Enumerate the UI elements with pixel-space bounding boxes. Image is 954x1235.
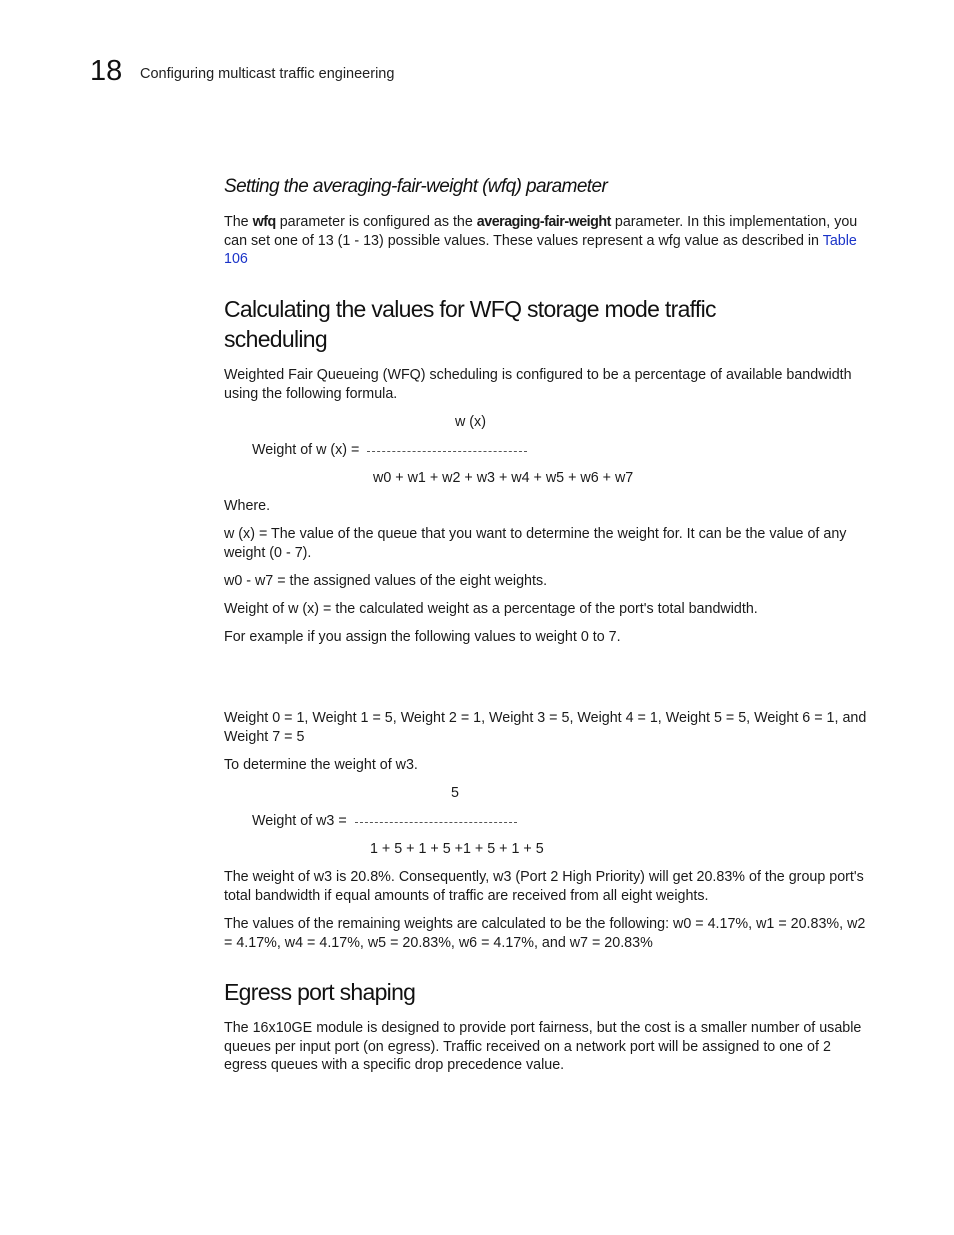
table-106-link[interactable]: Table 106 [224,232,857,267]
remaining-weights-paragraph: The values of the remaining weights are calculated to be the following: w0 = 4.17%, w1 = 20.83%, w2 = 4.17%, w4 = 4.17%, w5 = 20.83%, w6 = 4.17%, and w7 = 20.83% [224,916,866,951]
definition-wx: w (x) = The value of the queue that you want to determine the weight for. It can be the value of any weight (0 - 7). [224,526,847,561]
where-label: Where. [224,498,271,514]
wfq-text-c: parameter. In this implementation, you can set one of 13 (1 - 13) possible values. These values represent a wfg value as described in [224,214,858,249]
subsection-heading-wfq: Setting the averaging-fair-weight (wfq) parameter [224,176,608,197]
definition-weight: Weight of w (x) = the calculated weight as a percentage of the port's total bandwidth. [224,601,758,617]
egress-paragraph: The 16x10GE module is designed to provide port fairness, but the cost is a smaller number of usable queues per input port (on egress). Traffic received on a network port will be assigned to one of 2 egress queues with a specific drop precedence value. [224,1020,862,1073]
example-intro: For example if you assign the following values to weight 0 to 7. [224,629,621,645]
example-values: Weight 0 = 1, Weight 1 = 5, Weight 2 = 1, Weight 3 = 5, Weight 4 = 1, Weight 5 = 5, Weight 6 = 1, and Weight 7 = 5 [224,710,867,745]
formula1-row [252,441,527,459]
calc-intro-paragraph: Weighted Fair Queueing (WFQ) scheduling is configured to be a percentage of available bandwidth using the following formula. [224,367,852,402]
section-heading-calc-line2: scheduling [224,326,327,352]
formula2-row [252,812,517,830]
formula1-fraction-bar [367,451,527,452]
keyword-averaging-fair-weight: averaging-fair-weight [476,214,611,230]
wfq-text-b: parameter is configured as the [275,214,477,230]
chapter-title: Configuring multicast traffic engineering [140,66,395,82]
chapter-number: 18 [90,55,123,87]
formula1-label: Weight of w (x) = [252,442,364,458]
definition-w0-w7: w0 - w7 = the assigned values of the eight weights. [224,573,548,589]
result-paragraph: The weight of w3 is 20.8%. Consequently, w3 (Port 2 High Priority) will get 20.83% of the group port's total bandwidth if equal amounts of traffic are received from all eight weights. [224,869,864,904]
section-heading-calc-line1: Calculating the values for WFQ storage mode traffic [224,296,716,322]
formula2-fraction-bar [355,822,517,823]
formula1-denominator: w0 + w1 + w2 + w3 + w4 + w5 + w6 + w7 [373,470,634,486]
wfq-param-paragraph [224,213,869,269]
formula2-numerator: 5 [451,785,459,801]
keyword-wfq: wfq [252,214,276,230]
determine-w3: To determine the weight of w3. [224,757,418,773]
formula2-denominator: 1 + 5 + 1 + 5 +1 + 5 + 1 + 5 [370,841,544,857]
section-heading-egress: Egress port shaping [224,979,416,1005]
formula1-numerator: w (x) [455,414,486,430]
wfq-text-a: The [224,214,253,230]
section-heading-calc [224,294,716,354]
formula2-label: Weight of w3 = [252,813,351,829]
